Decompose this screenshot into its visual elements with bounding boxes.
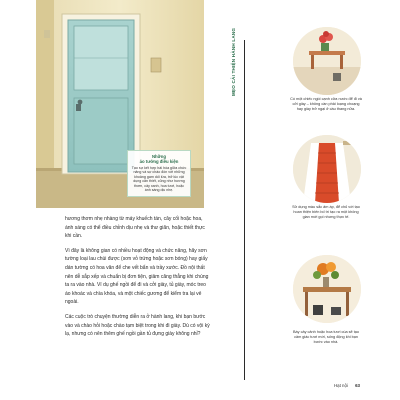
caption-title: Những ảo tưởng điều kiện <box>139 154 179 164</box>
sidebar-label: MẸO CẢI THIỆN HÀNH LANG <box>231 27 236 96</box>
page-footer <box>334 383 360 388</box>
sidebar-caption-2: Sử dụng màu sắc ấm áp, để chủ vời tạo hoan thiện biến bố trí tạo ra một không gian mới gọi nhưng thực tế. <box>292 205 360 219</box>
entry-door-photo <box>36 0 204 208</box>
sidebar-caption-1: Có một chiếc ngồi cạnh cửa nước để đi và cởi giày – không cần phải loạng choạng hay giày trở ngại ở cầu thang nữa. <box>290 97 362 111</box>
caption-box <box>127 150 191 197</box>
vase-console-icon <box>293 255 361 323</box>
book-page <box>36 0 372 400</box>
caption-text: Tạo sự kết hợp hài hòa giữa chức năng và sự chào đón với những khoảng gam dối lừa, trở lúc vật dụng căn thiết, cũng như hương thơm, cây xanh, hoa tươi, hoặc ánh sáng dịu nhẹ. <box>131 166 187 193</box>
paragraph-3: Các cuộc trò chuyện thường diễn ra ở hành lang, khi bạn bước vào và chào hỏi hoặc chào tạm biệt trong khi đi giày. Dù có vội kỳ lạ, nhưng có nên thêm ghế ngồi gần tủ đựng giày không nhỉ? <box>65 313 210 338</box>
body-text <box>65 215 210 345</box>
page-number: 63 <box>355 383 360 388</box>
stairs-runner-icon <box>293 135 361 203</box>
paragraph-2: Vì đây là không gian có nhiều hoạt động và chức năng, hãy sơn tường loại lau chùi được (sơn vỏ trứng hoặc sơn bóng) hay giấy dán tường có hoa văn để che vết bẩn và trầy xước. Đồ nội thất nên dễ sắp xếp và chuẩn bị đơn tiện, giảm căng thẳng khi chúng ta ra vào nhà. Ví dụ ghế ngồi để đi và cởi giày, tủ giày, móc treo áo khoác và chìa khóa, và một chiếc gương để kiểm tra lại vẻ ngoài. <box>65 247 209 306</box>
sidebar-caption-3: Bày cây cảnh hoặc hoa tươi cùa sẽ tạo cảm giác tươi mới, sống động khi bạn bước vào nhà. <box>292 330 360 344</box>
circle-illustration-stairs <box>293 135 361 203</box>
footer-section: Hạt nội <box>333 383 348 388</box>
paragraph-1: hương thơm nhẹ nhàng từ máy khuếch tán, cây cối hoặc hoa, ánh sáng có thể điều chỉnh dịu nhẹ và thư giãn, hoặc thiết thực khi cần. <box>65 216 205 240</box>
circle-illustration-console <box>293 255 361 323</box>
circle-illustration-bench <box>293 27 361 95</box>
sidebar-rule <box>244 40 245 380</box>
sidebar <box>212 0 372 400</box>
bench-flowers-icon <box>293 27 361 95</box>
